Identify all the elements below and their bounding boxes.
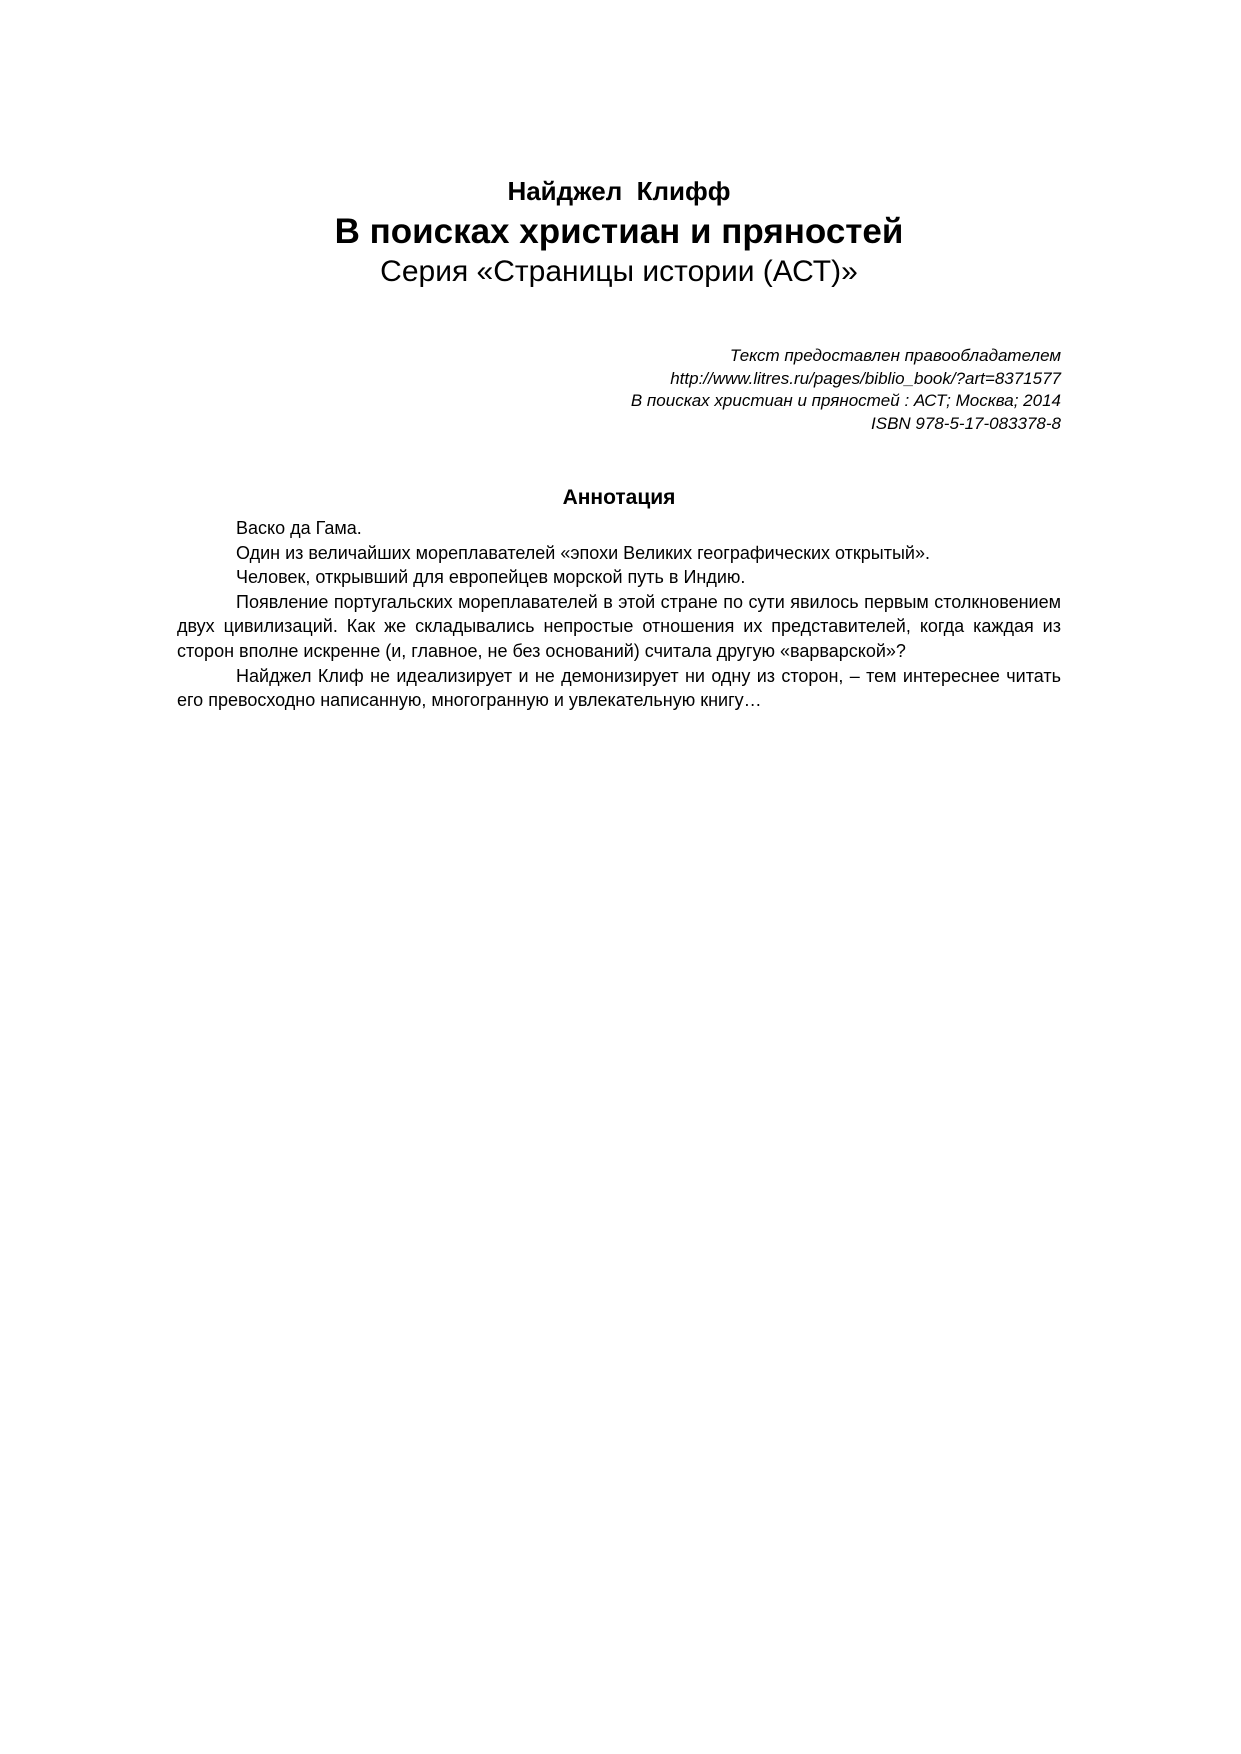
- rights-line: Текст предоставлен правообладателем: [729, 346, 1061, 365]
- book-series: Серия «Страницы истории (АСТ)»: [380, 255, 858, 288]
- paragraph: Появление португальских мореплавателей в этой стране по сути явилось первым столкновением двух цивилизаций. Как же складывались непростые отношения их представителей, когда каждая из сторон вполне искренне (и, главное, не без оснований) считала другую «варварской»?: [177, 591, 1061, 661]
- edition-line: В поисках христиан и пряностей : АСТ; Москва; 2014: [630, 391, 1061, 411]
- book-title: В поисках христиан и пряностей: [334, 212, 904, 251]
- annotation-body: [177, 516, 1061, 713]
- paragraph: Человек, открывший для европейцев морской путь в Индию.: [236, 567, 746, 588]
- paragraph: Васко да Гама.: [236, 518, 362, 538]
- isbn: ISBN 978-5-17-083378-8: [871, 414, 1061, 434]
- paragraph: Найджел Клиф не идеализирует и не демонизирует ни одну из сторон, – тем интереснее читать его превосходно написанную, многогранную и увлекательную книгу…: [177, 665, 1061, 711]
- paragraph: Один из величайших мореплавателей «эпохи Великих географических открытый».: [236, 542, 930, 563]
- source-url: http://www.litres.ru/pages/biblio_book/?art=8371577: [670, 368, 1061, 388]
- publication-info: [631, 345, 1061, 436]
- book-author: Найджел Клифф: [507, 176, 731, 206]
- annotation-heading: Аннотация: [562, 486, 676, 509]
